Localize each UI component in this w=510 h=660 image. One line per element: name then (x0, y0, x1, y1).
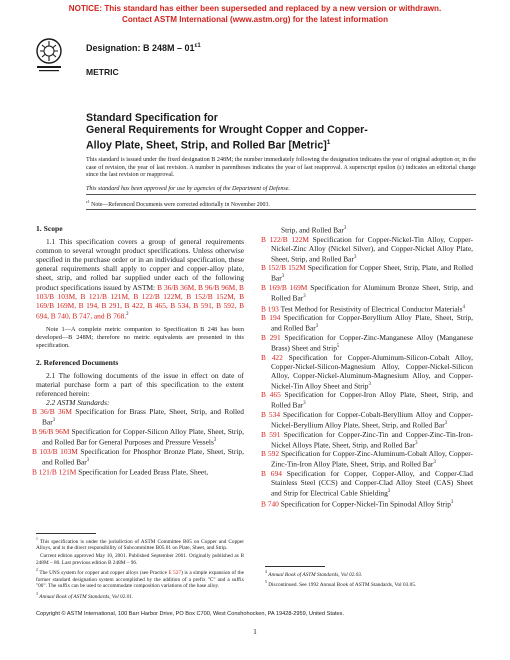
standard-title: Specification for Aluminum Bronze Sheet, Strip, and Rolled Bar (271, 282, 473, 303)
scope-refs-link[interactable]: B 36/B 36M, B 96/B 96M, B 103/B 103M, B 121/B 121M, B 122/B 122M, B 152/B 152M, B 169/B 169M, B 194, B 291, B 422, B 465, B 534, B 591, B 592, B 694, B 740, B 747, and B 768. (36, 282, 244, 321)
divider (86, 209, 476, 210)
editorial-text: Note—Referenced Documents were corrected editorially in November 2003. (91, 201, 270, 208)
scope-text: 1.1 This specification covers a group of general requirements common to several wrought product specifications. Unless otherwise specified in the purchase order or in an individual specification, these general requirements shall apply to copper and copper-alloy plate, sheet, strip, and rolled bar supplied under each of the following product specifications issued by ASTM: (36, 237, 244, 292)
footnote-2-ref-link[interactable]: E 527 (168, 569, 182, 576)
continued-item (265, 224, 473, 235)
standard-footnote-ref: 3 (433, 460, 436, 466)
notice-line-2: Contact ASTM International (www.astm.org) for the latest information (121, 14, 389, 24)
standard-title: Specification for Brass Plate, Sheet, Strip, and Rolled Bar (42, 407, 244, 427)
standard-footnote-ref: 3 (86, 457, 90, 463)
standard-title: Specification for Copper-Nickel-Tin Spinodal Alloy Strip (278, 499, 451, 509)
metric-label: METRIC (86, 67, 119, 77)
standard-code-link[interactable]: B 96/B 96M (32, 426, 70, 436)
standard-code-link[interactable]: B 465 (261, 390, 281, 400)
footnote-rule (265, 566, 325, 567)
referenced-documents-heading: 2. Referenced Documents (36, 357, 119, 367)
standard-code-link[interactable]: B 291 (261, 332, 281, 342)
standard-title: Specification for Copper-Iron Alloy Plate, Sheet, Strip, and Rolled Bar (271, 390, 473, 410)
footnote-2a: The UNS system for copper and copper alloys (see Practice (39, 569, 169, 576)
title-sup: 1 (326, 138, 331, 146)
referenced-standard-item (32, 446, 244, 467)
footnote-1: This specification is under the jurisdiction of ASTM Committee B05 on Copper and Copper Alloys, and is the direct responsibility of Subcommittee B05.01 on Plate, Sheet, and Strip. (36, 538, 244, 552)
referenced-standard-item (261, 313, 473, 333)
standard-title: Specification for Copper-Aluminum-Silicon-Cobalt Alloy, Copper-Nickel-Silicon-Magnesium Alloy, Copper-Nickel-Silicon Alloy, Copper-Nickel-Aluminum-Magnesium Alloy, and Copper-Nickel-Tin Alloy Sheet and Strip (271, 352, 473, 391)
standard-title: Specification for Phosphor Bronze Plate, Sheet, Strip, and Rolled Bar (42, 446, 244, 467)
standard-footnote-ref: 3 (444, 421, 448, 427)
notice-banner (0, 4, 510, 25)
standard-code-link[interactable]: B 122/B 122M (261, 234, 309, 244)
standard-footnote-ref: 3 (353, 254, 357, 260)
standard-footnote-ref: 3 (213, 438, 217, 444)
referenced-standard-item (261, 263, 474, 283)
referenced-standard-item (32, 426, 244, 447)
designation (86, 43, 201, 53)
title-line-2: General Requirements for Wrought Copper and Copper- (86, 124, 368, 137)
referenced-standard-item (261, 449, 473, 469)
footnote-5: Discontinued. See 1992 Annual Book of ASTM Standards, Vol 03.05. (268, 582, 417, 589)
continued-sup: 3 (343, 226, 347, 231)
standard-code-link[interactable]: B 169/B 169M (261, 282, 308, 292)
referenced-standard-item (261, 234, 473, 264)
standard-title: Specification for Copper-Zinc-Manganese Alloy (Manganese Brass) Sheet and Strip (271, 332, 473, 353)
standard-title: Test Method for Resistivity of Electrical Conductor Materials (278, 304, 463, 314)
standard-footnote-ref: 3 (387, 489, 391, 495)
referenced-standard-item (261, 410, 473, 430)
note-1: Note 1—A complete metric companion to Specification B 248 has been developed—B 248M; therefore no metric equivalents are presented in this specification. (36, 326, 244, 349)
standard-code-link[interactable]: B 152/B 152M (261, 263, 306, 273)
standard-code-link[interactable]: B 103/B 103M (32, 446, 78, 456)
standard-title: Specification for Copper Sheet, Strip, Plate, and Rolled Bar (271, 263, 474, 283)
referenced-standard-item (261, 352, 473, 391)
standard-title: Specification for Copper-Zinc-Tin and Copper-Zinc-Tin-Iron-Nickel Alloys Plate, Sheet, Strip, and Rolled Bar (271, 429, 473, 450)
astm-logo-icon (36, 38, 62, 76)
referenced-standard-item (32, 466, 244, 477)
footnote-4: Annual Book of ASTM Standards, Vol 02.03. (268, 571, 363, 578)
title-line-3: Alloy Plate, Sheet, Strip, and Rolled Bar [Metric] (86, 139, 327, 152)
copyright: Copyright © ASTM International, 100 Barr Harbor Drive, PO Box C700, West Conshohocken, PA 19428-2959, United States. (36, 611, 344, 617)
standard-footnote-ref: 3 (303, 294, 306, 300)
referenced-standard-item (261, 429, 473, 450)
editorial-note (86, 199, 270, 208)
astm-standards-label: 2.2 ASTM Standards: (46, 398, 110, 408)
footnote-1b: Current edition approved May 10, 2001. Published September 2001. Originally published as B 248M – 80. Last previous edition B 248M – 96. (36, 552, 244, 566)
footnote-3: Annual Book of ASTM Standards, Vol 02.01. (39, 593, 134, 600)
issuance-note: This standard is issued under the fixed designation B 248M; the number immediately following the designation indicates the year of original adoption or, in the case of revision, the year of last revision. A number in parentheses indicates the year of last reapproval. A superscript epsilon (ε) indicates an editorial change since the last revision or reapproval. (86, 157, 476, 179)
standard-title: Specification for Copper-Cobalt-Beryllium Alloy and Copper-Nickel-Beryllium Alloy Plate, Sheet, Strip, and Rolled Bar (271, 410, 473, 430)
title-line-1: Standard Specification for (86, 112, 218, 124)
notice-line-1: NOTICE: This standard has either been superseded and replaced by a new version or withdrawn. (68, 4, 442, 13)
standard-code-link[interactable]: B 591 (261, 429, 281, 439)
referenced-standard-item (261, 303, 473, 314)
standard-title: Specification for Copper-Beryllium Alloy Plate, Sheet, Strip, and Rolled Bar (271, 313, 473, 333)
standard-footnote-ref: 3 (303, 401, 306, 407)
standard-code-link[interactable]: B 193 (261, 304, 279, 314)
continued-text: Strip, and Rolled Bar (281, 225, 344, 235)
document-title (86, 112, 466, 152)
standard-footnote-ref: 3 (368, 381, 371, 387)
referenced-standard-item (261, 282, 473, 303)
standard-title: Specification for Copper, Copper-Alloy, and Copper-Clad Stainless Steel (CCS) and Copper-Clad Alloy Steel (CAS) Sheet and Strip for Electrical Cable Shielding (271, 468, 473, 498)
standard-code-link[interactable]: B 534 (261, 410, 281, 419)
designation-sup: ε1 (194, 43, 201, 49)
standard-code-link[interactable]: B 194 (261, 313, 281, 323)
standard-footnote-ref: 4 (462, 304, 465, 310)
standard-title: Specification for Copper-Zinc-Aluminum-Cobalt Alloy, Copper-Zinc-Tin-Iron Alloy Plate, Sheet, Strip, and Rolled Bar (271, 449, 473, 469)
designation-label: Designation: B 248M – 01 (86, 43, 195, 53)
dod-approval-note: This standard has been approved for use by agencies of the Department of Defense. (86, 186, 290, 192)
standard-footnote-ref: 3 (450, 499, 454, 505)
standard-code-link[interactable]: B 694 (261, 468, 282, 478)
standard-code-link[interactable]: B 422 (261, 352, 283, 362)
standard-footnote-ref: 3 (415, 440, 418, 446)
standard-code-link[interactable]: B 740 (261, 499, 279, 509)
right-column (261, 224, 474, 509)
standard-title: Specification for Copper-Nickel-Tin Alloy, Copper-Nickel-Zinc Alloy (Nickel Silver), and Copper-Nickel Alloy Plate, Sheet, Strip, and Rolled Bar (271, 234, 473, 264)
standard-code-link[interactable]: B 36/B 36M (32, 407, 72, 417)
footnote-2b: ) is a simple expansion of the former standard designation system accomplished by the addition of a prefix "C" and a suffix "00". The suffix can be used to accommodate composition variations of the base alloy. (36, 569, 245, 590)
scope-paragraph (36, 237, 244, 320)
divider (86, 194, 476, 195)
footnote-rule (36, 533, 96, 534)
standard-footnote-ref: 3 (315, 324, 319, 330)
standard-title: Specification for Leaded Brass Plate, Sheet, (76, 467, 209, 477)
footnotes-right: $^4$ Annual Book of ASTM Standards, Vol 02.03. $^5$ Discontinued. See 1992 Annual Book of ASTM Standards, Vol 03.05. (265, 570, 417, 589)
referenced-standard-item (32, 407, 244, 427)
referenced-standard-item (261, 468, 473, 498)
footnotes-left: $^1$ This specification is under the jurisdiction of ASTM Committee B05 on Copper and Copper Alloys, and is the direct responsibility of Subcommittee B05.01 on Plate, Sheet, and Strip. Current edition approved May 10, 2001. Published September 2001. Originally published as B 248M – 80. Last previous edition B 248M – 96. $^2$ The UNS system for copper and copper alloys (see Practice E 527) is a simple expansion of the former standard designation system accomplished by the addition of a prefix "C" and a suffix "00". The suffix can be used to accommodate composition variations of the base alloy. $^3$ Annual Book of ASTM Standards, Vol 02.01. (36, 537, 245, 600)
referenced-standard-item (261, 498, 473, 509)
scope-sup: 2 (126, 311, 129, 317)
astm-logo (36, 38, 62, 76)
left-column (32, 224, 244, 477)
standard-footnote-ref: 3 (281, 274, 285, 280)
standard-code-link[interactable]: B 121/B 121M (32, 467, 77, 477)
standard-footnote-ref: 3 (52, 418, 56, 424)
editorial-sup: ε1 (86, 199, 90, 204)
standard-code-link[interactable]: B 592 (261, 449, 280, 459)
standard-footnote-ref: 5 (336, 343, 340, 349)
referenced-standard-item (261, 390, 473, 410)
standard-title: Specification for Copper-Silicon Alloy Plate, Sheet, Strip, and Rolled Bar for General Purposes and Pressure Vessels (42, 426, 244, 447)
page-number: 1 (253, 627, 257, 636)
referenced-documents-text: 2.1 The following documents of the issue in effect on date of material purchase form a part of this specification to the extent referenced herein: (36, 370, 244, 399)
referenced-standard-item (261, 332, 473, 353)
scope-heading: 1. Scope (36, 224, 63, 233)
